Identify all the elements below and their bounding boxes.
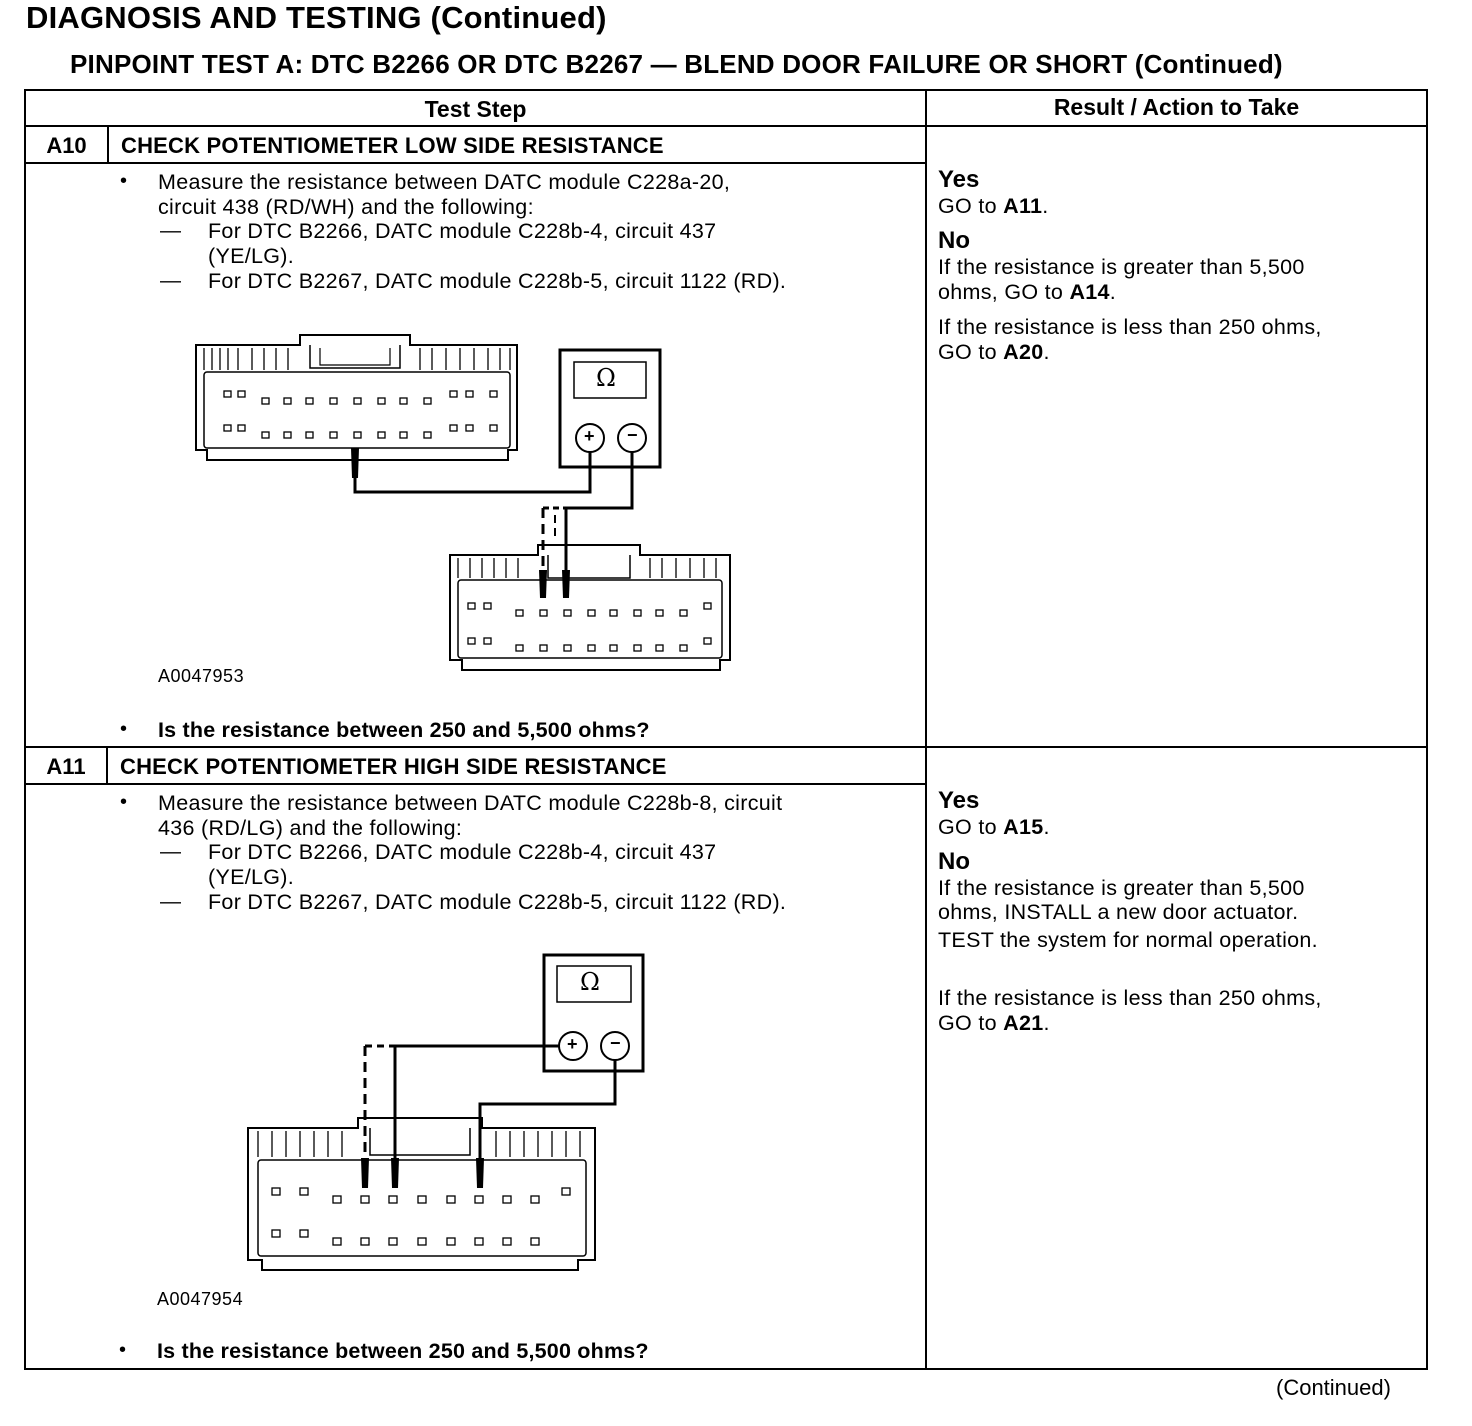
- dash: —: [160, 219, 181, 242]
- result-no-a-line-2: ohms, INSTALL a new door actuator.: [938, 900, 1299, 924]
- link-a14[interactable]: A14: [1069, 280, 1110, 304]
- figure-a11-wiring-diagram: [0, 0, 1, 1]
- step-title-a10: CHECK POTENTIOMETER LOW SIDE RESISTANCE: [121, 133, 664, 158]
- result-yes-label: Yes: [938, 166, 980, 193]
- result-no-b-line-2: GO to A21.: [938, 1011, 1050, 1035]
- sub-item-1-line-2: (YE/LG).: [208, 244, 295, 268]
- instruction-line-1: Measure the resistance between DATC module C228a-20,: [158, 170, 731, 194]
- dash: —: [160, 890, 181, 913]
- instruction-line-2: 436 (RD/LG) and the following:: [158, 816, 463, 840]
- result-yes-label: Yes: [938, 787, 980, 814]
- result-no-label: No: [938, 848, 970, 875]
- page-title: DIAGNOSIS AND TESTING (Continued): [26, 0, 607, 35]
- meter-minus-terminal: −: [627, 425, 638, 445]
- meter-plus-terminal: +: [567, 1034, 578, 1054]
- sub-item-1-line-1: For DTC B2266, DATC module C228b-4, circuit 437: [208, 840, 717, 864]
- id-divider-a10: [107, 127, 109, 164]
- id-divider-a11: [106, 748, 108, 785]
- bullet: •: [119, 1339, 127, 1361]
- bullet: •: [120, 718, 128, 740]
- result-no-b-line-1: If the resistance is less than 250 ohms,: [938, 315, 1322, 339]
- ohm-symbol: Ω: [596, 364, 616, 392]
- link-a20[interactable]: A20: [1003, 340, 1044, 364]
- ohm-symbol: Ω: [580, 968, 600, 996]
- a11-title-divider: [24, 783, 926, 785]
- sub-item-1-line-1: For DTC B2266, DATC module C228b-4, circuit 437: [208, 219, 717, 243]
- continued-footer: (Continued): [1276, 1375, 1391, 1400]
- sub-item-2: For DTC B2267, DATC module C228b-5, circuit 1122 (RD).: [208, 269, 787, 293]
- result-no-b-line-1: If the resistance is less than 250 ohms,: [938, 986, 1322, 1010]
- result-yes-text: GO to A11.: [938, 194, 1049, 218]
- bullet: •: [120, 170, 128, 192]
- result-no-a-line-2: ohms, GO to A14.: [938, 280, 1117, 304]
- result-no-b-line-2: GO to A20.: [938, 340, 1050, 364]
- question-a10: Is the resistance between 250 and 5,500 ohms?: [158, 718, 650, 742]
- meter-plus-terminal: +: [584, 426, 595, 446]
- step-divider: [24, 746, 1428, 748]
- dash: —: [160, 269, 181, 292]
- link-a15[interactable]: A15: [1003, 815, 1044, 839]
- header-divider: [24, 125, 1428, 127]
- step-id-a10: A10: [46, 133, 87, 158]
- header-test-step: Test Step: [424, 96, 527, 122]
- header-result: Result / Action to Take: [1053, 94, 1300, 120]
- result-no-a-line-1: If the resistance is greater than 5,500: [938, 876, 1305, 900]
- result-no-a-line-3: TEST the system for normal operation.: [938, 928, 1318, 952]
- result-no-label: No: [938, 227, 970, 254]
- dash: —: [160, 840, 181, 863]
- sub-item-1-line-2: (YE/LG).: [208, 865, 295, 889]
- column-divider: [925, 89, 927, 1370]
- link-a21[interactable]: A21: [1003, 1011, 1044, 1035]
- instruction-line-1: Measure the resistance between DATC module C228b-8, circuit: [158, 791, 783, 815]
- meter-minus-terminal: −: [610, 1033, 621, 1053]
- sub-item-2: For DTC B2267, DATC module C228b-5, circuit 1122 (RD).: [208, 890, 787, 914]
- pinpoint-test-title: PINPOINT TEST A: DTC B2266 OR DTC B2267 — BLEND DOOR FAILURE OR SHORT (Continued): [70, 49, 1283, 79]
- result-no-a-line-1: If the resistance is greater than 5,500: [938, 255, 1305, 279]
- question-a11: Is the resistance between 250 and 5,500 ohms?: [157, 1339, 649, 1363]
- step-title-a11: CHECK POTENTIOMETER HIGH SIDE RESISTANCE: [120, 754, 667, 779]
- instruction-line-2: circuit 438 (RD/WH) and the following:: [158, 195, 534, 219]
- result-yes-text: GO to A15.: [938, 815, 1050, 839]
- figure-code-a10: A0047953: [158, 666, 245, 686]
- step-id-a11: A11: [46, 754, 86, 779]
- link-a11[interactable]: A11: [1003, 194, 1043, 218]
- a10-title-divider: [24, 162, 926, 164]
- figure-code-a11: A0047954: [157, 1289, 244, 1309]
- bullet: •: [120, 791, 128, 813]
